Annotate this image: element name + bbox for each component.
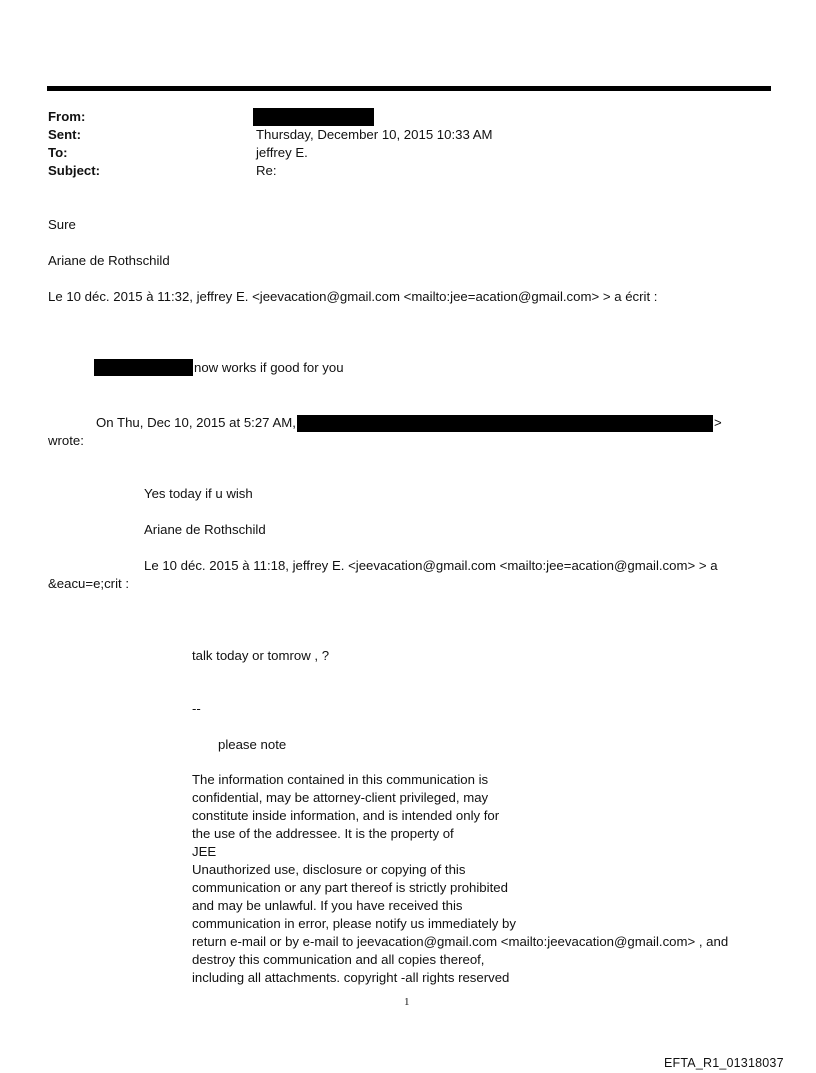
sender-redaction — [297, 415, 713, 432]
subject-value: Re: — [256, 163, 277, 178]
to-value: jeffrey E. — [256, 145, 308, 160]
disclaimer-line: The information contained in this communication is — [192, 772, 489, 787]
disclaimer-line: the use of the addressee. It is the property of — [192, 826, 454, 841]
quote-intro-tail: > — [714, 415, 722, 430]
original-message: talk today or tomrow , ? — [192, 648, 330, 663]
disclaimer-line: communication or any part thereof is strictly prohibited — [192, 880, 508, 895]
reply-text: Sure — [48, 217, 76, 232]
signature: Ariane de Rothschild — [48, 253, 170, 268]
quoted-signature: Ariane de Rothschild — [144, 522, 266, 537]
disclaimer-line: Unauthorized use, disclosure or copying of this — [192, 862, 466, 877]
quoted-message: now works if good for you — [194, 360, 344, 375]
disclaimer-line: constitute inside information, and is intended only for — [192, 808, 500, 823]
please-note: please note — [218, 737, 287, 752]
disclaimer-line: destroy this communication and all copies thereof, — [192, 952, 485, 967]
disclaimer-line: and may be unlawful. If you have received this — [192, 898, 463, 913]
sent-value: Thursday, December 10, 2015 10:33 AM — [256, 127, 493, 142]
document-id: EFTA_R1_01318037 — [664, 1056, 784, 1070]
name-redaction — [94, 359, 193, 376]
page-number: 1 — [404, 996, 410, 1008]
sent-label: Sent: — [48, 127, 81, 142]
quote-intro: On Thu, Dec 10, 2015 at 5:27 AM, — [96, 415, 296, 430]
header-rule — [47, 86, 771, 91]
disclaimer-line: communication in error, please notify us immediately by — [192, 916, 516, 931]
from-redaction — [253, 108, 374, 126]
wrote-label: wrote: — [48, 433, 84, 448]
disclaimer-line: confidential, may be attorney-client privileged, may — [192, 790, 489, 805]
quote-header-2-cont: &eacu=e;crit : — [48, 576, 129, 591]
to-label: To: — [48, 145, 68, 160]
quoted-reply: Yes today if u wish — [144, 486, 253, 501]
disclaimer-line: return e-mail or by e-mail to jeevacation@gmail.com <mailto:jeevacation@gmail.com> , and — [192, 934, 729, 949]
quote-header: Le 10 déc. 2015 à 11:32, jeffrey E. <jeevacation@gmail.com <mailto:jee=acation@gmail.com> > a écrit : — [48, 289, 658, 304]
quote-header-2: Le 10 déc. 2015 à 11:18, jeffrey E. <jeevacation@gmail.com <mailto:jee=acation@gmail.com> > a — [144, 558, 718, 573]
from-label: From: — [48, 109, 86, 124]
signature-dashes: -- — [192, 701, 201, 716]
disclaimer-line: including all attachments. copyright -all rights reserved — [192, 970, 510, 985]
disclaimer-line: JEE — [192, 844, 217, 859]
subject-label: Subject: — [48, 163, 101, 178]
